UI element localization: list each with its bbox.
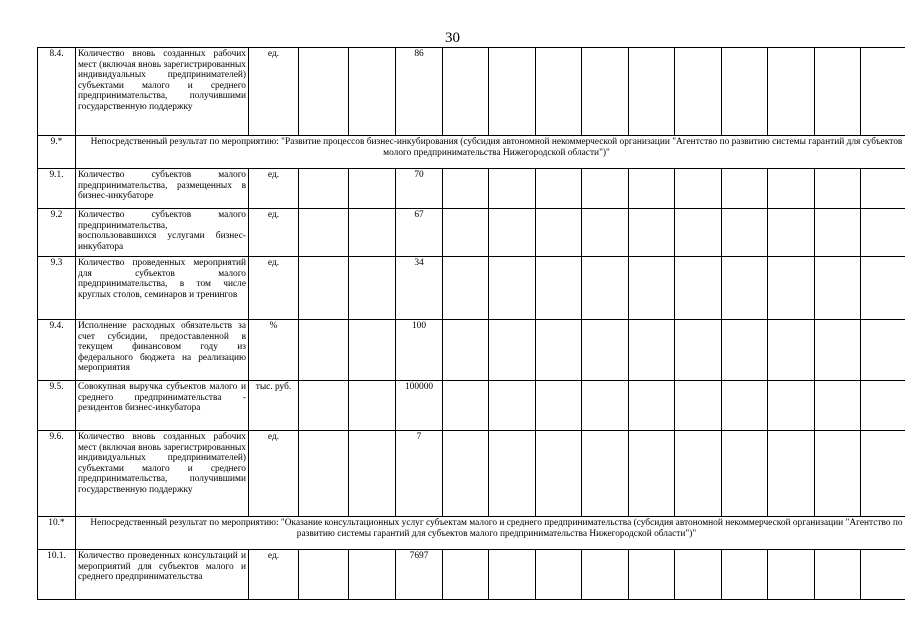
empty-cell (768, 550, 815, 600)
empty-cell (722, 431, 768, 517)
empty-cell (861, 550, 905, 600)
empty-cell (675, 48, 722, 136)
empty-cell (722, 257, 768, 320)
empty-cell (629, 257, 675, 320)
empty-cell (629, 169, 675, 209)
empty-cell (815, 169, 861, 209)
page-number: 30 (445, 30, 460, 46)
empty-cell (815, 381, 861, 431)
row-number-cell: 10.* (38, 517, 76, 550)
empty-cell (582, 381, 629, 431)
empty-cell (722, 320, 768, 381)
empty-cell (349, 257, 396, 320)
empty-cell (629, 209, 675, 257)
empty-cell (349, 550, 396, 600)
empty-cell (768, 320, 815, 381)
value-cell: 100000 (396, 381, 443, 431)
empty-cell (675, 381, 722, 431)
empty-cell (536, 381, 582, 431)
table-row (38, 381, 905, 431)
value-cell: 100 (396, 320, 443, 381)
row-number-cell: 9.4. (38, 320, 76, 381)
value-cell: 70 (396, 169, 443, 209)
section-row (38, 136, 905, 169)
empty-cell (299, 169, 349, 209)
empty-cell (489, 381, 536, 431)
empty-cell (582, 209, 629, 257)
empty-cell (861, 169, 905, 209)
empty-cell (675, 431, 722, 517)
empty-cell (299, 550, 349, 600)
indicator-name-cell: Совокупная выручка субъектов малого и среднего предпринимательства - резидентов бизнес-инкубатора (76, 381, 249, 431)
indicator-name-cell: Количество субъектов малого предпринимательства, размещенных в бизнес-инкубаторе (76, 169, 249, 209)
empty-cell (443, 169, 489, 209)
value-cell: 34 (396, 257, 443, 320)
empty-cell (861, 257, 905, 320)
empty-cell (349, 431, 396, 517)
empty-cell (299, 209, 349, 257)
empty-cell (629, 381, 675, 431)
row-number-cell: 9.5. (38, 381, 76, 431)
empty-cell (349, 320, 396, 381)
table-row (38, 209, 905, 257)
empty-cell (443, 381, 489, 431)
empty-cell (489, 320, 536, 381)
empty-cell (536, 169, 582, 209)
empty-cell (489, 169, 536, 209)
empty-cell (299, 431, 349, 517)
empty-cell (629, 431, 675, 517)
empty-cell (675, 320, 722, 381)
empty-cell (489, 48, 536, 136)
row-number-cell: 9.6. (38, 431, 76, 517)
empty-cell (675, 169, 722, 209)
empty-cell (861, 381, 905, 431)
empty-cell (489, 209, 536, 257)
section-heading-cell: Непосредственный результат по мероприятию: "Развитие процессов бизнес-инкубирования (субсидия автономной некоммерческой организации "Агентство по развитию системы гарантий для субъектов молого предпринимательства Нижегородской области")" (76, 136, 905, 169)
empty-cell (722, 169, 768, 209)
unit-cell: ед. (249, 550, 299, 600)
empty-cell (582, 169, 629, 209)
empty-cell (443, 320, 489, 381)
empty-cell (349, 381, 396, 431)
empty-cell (768, 169, 815, 209)
table-row (38, 431, 905, 517)
indicator-name-cell: Количество проведенных консультаций и мероприятий для субъектов малого и среднего предпринимательства (76, 550, 249, 600)
section-row (38, 517, 905, 550)
value-cell: 86 (396, 48, 443, 136)
empty-cell (536, 209, 582, 257)
unit-cell: ед. (249, 431, 299, 517)
empty-cell (349, 48, 396, 136)
empty-cell (443, 431, 489, 517)
value-cell: 7697 (396, 550, 443, 600)
unit-cell: % (249, 320, 299, 381)
empty-cell (349, 169, 396, 209)
empty-cell (536, 550, 582, 600)
unit-cell: ед. (249, 48, 299, 136)
empty-cell (489, 257, 536, 320)
row-number-cell: 9.1. (38, 169, 76, 209)
row-number-cell: 8.4. (38, 48, 76, 136)
empty-cell (815, 48, 861, 136)
empty-cell (722, 381, 768, 431)
indicator-name-cell: Количество субъектов малого предпринимательства, воспользовавшихся услугами бизнес-инкубатора (76, 209, 249, 257)
indicator-name-cell: Количество проведенных мероприятий для субъектов малого предпринимательства, в том числе круглых столов, семинаров и тренингов (76, 257, 249, 320)
empty-cell (768, 381, 815, 431)
table-row (38, 169, 905, 209)
row-number-cell: 10.1. (38, 550, 76, 600)
empty-cell (536, 320, 582, 381)
empty-cell (582, 550, 629, 600)
empty-cell (815, 550, 861, 600)
empty-cell (629, 48, 675, 136)
empty-cell (536, 48, 582, 136)
empty-cell (299, 320, 349, 381)
empty-cell (768, 209, 815, 257)
empty-cell (629, 320, 675, 381)
value-cell: 7 (396, 431, 443, 517)
indicator-name-cell: Количество вновь созданных рабочих мест (включая вновь зарегистрированных индивидуальных предпринимателей) субъектами малого и среднего предпринимательства, получившими государственную поддержку (76, 48, 249, 136)
section-heading-cell: Непосредственный результат по мероприятию: "Оказание консультационных услуг субъектам малого и среднего предпринимательства (субсидия автономной некоммерческой организации "Агентство по развитию системы гарантий для субъектов малого предпринимательства Нижегородской области")" (76, 517, 905, 550)
unit-cell: ед. (249, 169, 299, 209)
table-row (38, 48, 905, 136)
empty-cell (582, 257, 629, 320)
empty-cell (299, 48, 349, 136)
empty-cell (722, 48, 768, 136)
empty-cell (861, 320, 905, 381)
empty-cell (582, 48, 629, 136)
empty-cell (299, 257, 349, 320)
results-table (37, 47, 905, 600)
empty-cell (489, 550, 536, 600)
empty-cell (861, 48, 905, 136)
table-row (38, 257, 905, 320)
indicator-name-cell: Количество вновь созданных рабочих мест (включая вновь зарегистрированных индивидуальных предпринимателей) субъектами малого и среднего предпринимательства, получившими государственную поддержку (76, 431, 249, 517)
table-row (38, 550, 905, 600)
empty-cell (815, 209, 861, 257)
empty-cell (768, 257, 815, 320)
empty-cell (443, 257, 489, 320)
unit-cell: ед. (249, 209, 299, 257)
empty-cell (815, 320, 861, 381)
empty-cell (299, 381, 349, 431)
empty-cell (536, 431, 582, 517)
empty-cell (443, 209, 489, 257)
value-cell: 67 (396, 209, 443, 257)
row-number-cell: 9.2 (38, 209, 76, 257)
empty-cell (582, 431, 629, 517)
empty-cell (861, 431, 905, 517)
empty-cell (489, 431, 536, 517)
empty-cell (582, 320, 629, 381)
empty-cell (722, 550, 768, 600)
empty-cell (675, 209, 722, 257)
empty-cell (722, 209, 768, 257)
empty-cell (768, 48, 815, 136)
empty-cell (815, 257, 861, 320)
empty-cell (349, 209, 396, 257)
empty-cell (536, 257, 582, 320)
table-row (38, 320, 905, 381)
row-number-cell: 9.3 (38, 257, 76, 320)
empty-cell (861, 209, 905, 257)
indicator-name-cell: Исполнение расходных обязательств за счет субсидии, предоставленной в текущем финансовом году из федерального бюджета на реализацию мероприятия (76, 320, 249, 381)
empty-cell (675, 257, 722, 320)
row-number-cell: 9.* (38, 136, 76, 169)
empty-cell (443, 48, 489, 136)
empty-cell (675, 550, 722, 600)
empty-cell (815, 431, 861, 517)
empty-cell (629, 550, 675, 600)
unit-cell: ед. (249, 257, 299, 320)
unit-cell: тыс. руб. (249, 381, 299, 431)
empty-cell (768, 431, 815, 517)
empty-cell (443, 550, 489, 600)
